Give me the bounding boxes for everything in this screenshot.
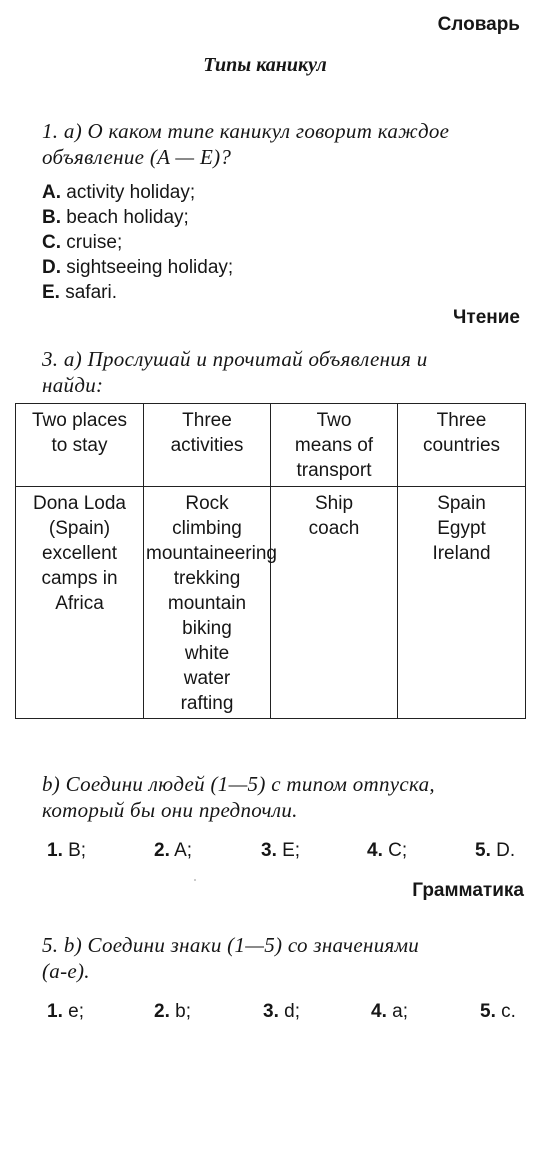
answer-value: B; [62,840,87,861]
answers-table [15,403,526,719]
task-3b-line: который бы они предпочли. [42,798,298,822]
table-header-cell [16,404,144,487]
cell-line: mountaineering [146,543,277,564]
answer-number: 3. [261,840,277,861]
cell-line: Africa [55,593,104,614]
cell-line: rafting [180,693,234,714]
answer-item [47,840,86,862]
answer-number: 4. [367,840,383,861]
task-3-line: 3. a) Прослушай и прочитай объявления и [42,347,428,371]
cell-line: countries [422,435,501,456]
table-row [16,487,526,719]
answer-number: 1. [47,840,63,861]
cell-line: to stay [51,435,108,456]
cell-line: white [184,643,230,664]
cell-line: coach [308,518,360,539]
task-5-line: 5. b) Соедини знаки (1—5) со значениями [42,933,420,957]
cell-line: excellent [42,543,117,564]
cell-line: Egypt [437,518,486,539]
cell-line: trekking [173,568,241,589]
option-item [42,205,233,230]
cell-line: biking [182,618,232,639]
table-header-cell [144,404,271,487]
answer-value: e; [62,1001,84,1022]
answer-value: c. [495,1001,516,1022]
answer-number: 3. [263,1001,279,1022]
answer-item [480,1001,516,1023]
section-heading-vocabulary: Словарь [437,14,520,35]
option-text: safari. [59,282,117,303]
cell-line: Three [436,410,487,431]
cell-line: camps in [41,568,118,589]
answer-item [261,840,300,862]
answer-number: 2. [154,840,170,861]
options-list [42,180,233,305]
answer-value: E; [276,840,301,861]
cell-line: Two [316,410,352,431]
option-text: beach holiday; [61,207,189,228]
answer-value: b; [169,1001,191,1022]
option-text: cruise; [61,232,123,253]
answer-number: 4. [371,1001,387,1022]
answer-item [154,1001,191,1023]
cell-line: means of [294,435,374,456]
table-header-cell [398,404,526,487]
answer-value: d; [278,1001,300,1022]
cell-line: (Spain) [48,518,111,539]
option-letter: A. [42,182,61,203]
cell-line: Ship [314,493,354,514]
page-subtitle: Типы каникул [203,54,327,76]
answer-item [263,1001,300,1023]
task-5-line: (a-e). [42,959,90,983]
cell-line: mountain [167,593,247,614]
cell-line: Rock [185,493,229,514]
task-3-line: найди: [42,373,104,397]
option-letter: E. [42,282,60,303]
answer-number: 1. [47,1001,63,1022]
section-heading-reading: Чтение [453,307,520,328]
cell-line: activities [170,435,244,456]
cell-line: Two places [31,410,128,431]
table-header-cell [271,404,398,487]
table-cell [271,487,398,719]
option-item [42,230,233,255]
task-1-instruction [42,118,449,170]
cell-line: Three [182,410,232,431]
cell-line: Spain [437,493,486,514]
answer-item [47,1001,84,1023]
answer-number: 5. [475,840,491,861]
table-header-row [16,404,526,487]
answer-number: 2. [154,1001,170,1022]
answer-value: C; [382,840,408,861]
task-5-instruction [42,932,419,984]
answer-item [371,1001,408,1023]
option-item [42,255,233,280]
option-letter: B. [42,207,61,228]
option-text: sightseeing holiday; [61,257,234,278]
cell-line: transport [296,460,372,481]
option-letter: D. [42,257,61,278]
answer-value: a; [386,1001,408,1022]
option-item [42,180,233,205]
cell-line: water [183,668,231,689]
task-1-line: объявление (A — E)? [42,145,232,169]
table-cell [398,487,526,719]
answer-number: 5. [480,1001,496,1022]
option-letter: C. [42,232,61,253]
answer-item [154,840,192,862]
task-3b-instruction [42,771,435,823]
cell-line: Dona Loda [33,493,126,514]
answer-item [475,840,515,862]
section-heading-grammar: Грамматика [412,880,524,901]
option-text: activity holiday; [61,182,196,203]
speck-mark [194,879,196,881]
table-cell [16,487,144,719]
task-3-instruction [42,346,428,398]
answer-value: D. [490,840,516,861]
cell-line: Ireland [432,543,491,564]
task-3b-line: b) Соедини людей (1—5) с типом отпуска, [42,772,435,796]
task-1-line: 1. a) О каком типе каникул говорит каждое [42,119,450,143]
answer-value: A; [169,840,193,861]
table-cell [144,487,277,719]
cell-line: climbing [172,518,242,539]
answer-item [367,840,407,862]
option-item [42,280,233,305]
